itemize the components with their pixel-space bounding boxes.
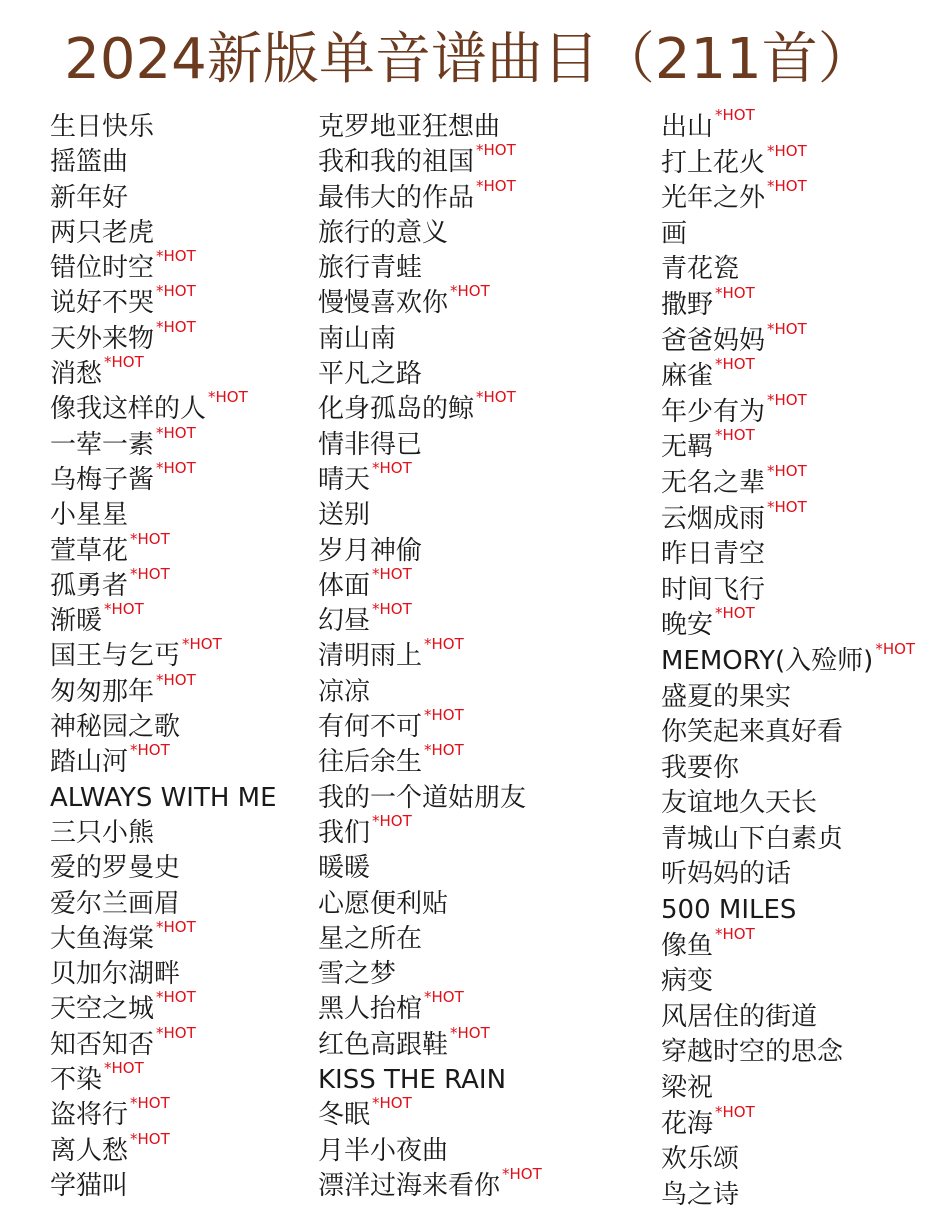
song-title: 萱草花: [50, 535, 129, 566]
song-title: 情非得已: [318, 429, 423, 460]
song-item: [50, 1059, 277, 1098]
song-title: 我的一个道姑朋友: [318, 782, 527, 813]
song-title: 三只小熊: [50, 817, 155, 848]
song-item: [661, 1071, 915, 1107]
song-title: 不染: [50, 1065, 103, 1096]
song-item: [50, 1023, 277, 1063]
hot-badge: *HOT: [156, 282, 196, 301]
song-item: [50, 216, 277, 251]
song-item: [661, 573, 915, 609]
song-title: 幻昼: [318, 606, 371, 637]
song-title: 乌梅子酱: [50, 464, 155, 495]
song-item: [318, 357, 542, 392]
hot-badge: *HOT: [372, 564, 412, 583]
hot-badge: *HOT: [130, 1129, 170, 1148]
song-item: [50, 282, 277, 321]
song-item: [318, 741, 542, 780]
hot-badge: *HOT: [476, 141, 516, 160]
song-title: 星之所在: [318, 923, 423, 954]
song-item: [661, 177, 915, 217]
song-title: 知否知否: [50, 1029, 155, 1060]
song-item: [318, 1063, 542, 1098]
song-title: 500 MILES: [661, 895, 797, 926]
song-item: [661, 964, 915, 1000]
song-list-column-1: [50, 110, 277, 1204]
song-item: [50, 458, 277, 498]
song-title: 大鱼海棠: [50, 923, 155, 954]
song-item: [50, 816, 277, 851]
song-item: [318, 851, 542, 886]
song-item: [50, 423, 277, 463]
hot-badge: *HOT: [104, 600, 144, 619]
song-item: [50, 110, 277, 145]
song-title: 我和我的祖国: [318, 147, 475, 178]
song-item: [318, 498, 542, 533]
hot-badge: *HOT: [130, 529, 170, 548]
song-item: [661, 1035, 915, 1071]
hot-badge: *HOT: [715, 924, 755, 943]
song-item: [318, 251, 542, 286]
song-title: 岁月神偷: [318, 535, 423, 566]
song-item: [661, 319, 915, 360]
song-title: 清明雨上: [318, 641, 423, 672]
hot-badge: *HOT: [372, 600, 412, 619]
song-title: 听妈妈的话: [661, 859, 792, 890]
hot-badge: *HOT: [767, 390, 807, 409]
song-item: [661, 497, 915, 538]
hot-badge: *HOT: [182, 635, 222, 654]
song-title: 学猫叫: [50, 1170, 129, 1201]
hot-badge: *HOT: [767, 177, 807, 196]
hot-badge: *HOT: [424, 741, 464, 760]
hot-badge: *HOT: [476, 388, 516, 407]
song-item: [661, 106, 915, 146]
hot-badge: *HOT: [767, 319, 807, 338]
song-item: [318, 706, 542, 745]
song-item: [50, 564, 277, 604]
hot-badge: *HOT: [450, 1023, 490, 1042]
song-item: [50, 741, 277, 780]
hot-badge: *HOT: [715, 355, 755, 374]
song-title: 天空之城: [50, 994, 155, 1025]
song-title: 匆匆那年: [50, 676, 155, 707]
song-item: [50, 498, 277, 533]
song-title: 神秘园之歌: [50, 712, 181, 743]
song-title: 无名之辈: [661, 467, 766, 498]
hot-badge: *HOT: [156, 247, 196, 266]
hot-badge: *HOT: [767, 497, 807, 516]
song-item: [318, 922, 542, 957]
song-title: 一荤一素: [50, 429, 155, 460]
song-item: [318, 564, 542, 604]
song-title: 病变: [661, 966, 714, 997]
song-title: 画: [661, 218, 688, 249]
song-item: [661, 680, 915, 716]
song-title: 无羁: [661, 432, 714, 463]
hot-badge: *HOT: [208, 388, 248, 407]
song-title: 化身孤岛的鲸: [318, 394, 475, 425]
song-item: [661, 1102, 915, 1143]
hot-badge: *HOT: [156, 458, 196, 477]
song-title: 鸟之诗: [661, 1179, 740, 1210]
song-title: 我要你: [661, 752, 740, 783]
song-title: KISS THE RAIN: [318, 1065, 507, 1096]
song-title: 冬眠: [318, 1100, 371, 1131]
song-title: 旅行青蛙: [318, 253, 423, 284]
hot-badge: *HOT: [372, 1094, 412, 1113]
hot-badge: *HOT: [130, 741, 170, 760]
hot-badge: *HOT: [715, 1102, 755, 1121]
song-title: 两只老虎: [50, 217, 155, 248]
song-title: 盗将行: [50, 1100, 129, 1131]
hot-badge: *HOT: [156, 1023, 196, 1042]
song-title: 像鱼: [661, 930, 714, 961]
song-item: [661, 786, 915, 822]
song-title: 青城山下白素贞: [661, 823, 844, 854]
song-item: [318, 388, 542, 427]
song-title: 最伟大的作品: [318, 182, 475, 213]
song-title: 时间飞行: [661, 574, 766, 605]
song-title: 说好不哭: [50, 288, 155, 319]
song-title: 青花瓷: [661, 254, 740, 285]
song-item: [318, 176, 542, 216]
song-title: 爸爸妈妈: [661, 325, 766, 356]
hot-badge: *HOT: [715, 283, 755, 302]
song-item: [318, 887, 542, 922]
song-item: [50, 917, 277, 957]
song-title: 云烟成雨: [661, 503, 766, 534]
song-title: 错位时空: [50, 253, 155, 284]
page-title: 2024新版单音谱曲目（211首）: [64, 27, 874, 92]
song-item: [318, 282, 542, 321]
hot-badge: *HOT: [424, 988, 464, 1007]
song-item: [661, 390, 915, 431]
hot-badge: *HOT: [372, 811, 412, 830]
song-item: [50, 181, 277, 216]
song-title: 晴天: [318, 464, 371, 495]
song-title: 友谊地久天长: [661, 788, 818, 819]
song-title: 你笑起来真好看: [661, 717, 844, 748]
hot-badge: *HOT: [502, 1164, 542, 1183]
song-title: 心愿便利贴: [318, 888, 449, 919]
song-title: 晚安: [661, 610, 714, 641]
hot-badge: *HOT: [156, 670, 196, 689]
song-title: 打上花火: [661, 147, 766, 178]
song-title: 暖暖: [318, 853, 371, 884]
song-list-column-2: [318, 110, 542, 1204]
song-item: [318, 110, 542, 145]
song-title: 克罗地亚狂想曲: [318, 112, 501, 142]
song-item: [661, 715, 915, 751]
song-item: [50, 635, 277, 674]
song-title: 出山: [661, 112, 714, 142]
song-item: [50, 710, 277, 745]
song-item: [50, 145, 277, 180]
song-item: [50, 317, 277, 357]
song-title: 我们: [318, 817, 371, 848]
hot-badge: *HOT: [130, 1094, 170, 1113]
song-item: [50, 957, 277, 992]
song-item: [318, 141, 542, 180]
song-title: 体面: [318, 570, 371, 601]
song-item: [661, 217, 915, 253]
song-title: 盛夏的果实: [661, 681, 792, 712]
song-item: [50, 388, 277, 427]
hot-badge: *HOT: [156, 423, 196, 442]
hot-badge: *HOT: [424, 635, 464, 654]
song-item: [50, 1094, 277, 1133]
song-item: [50, 529, 277, 569]
song-title: 光年之外: [661, 183, 766, 214]
hot-badge: *HOT: [156, 317, 196, 336]
song-item: [661, 604, 915, 644]
hot-badge: *HOT: [476, 176, 516, 195]
song-title: 慢慢喜欢你: [318, 288, 449, 319]
song-item: [661, 639, 916, 680]
song-item: [661, 1000, 915, 1036]
song-item: [318, 428, 542, 463]
song-title: 年少有为: [661, 396, 766, 427]
song-title: 漂洋过海来看你: [318, 1170, 501, 1201]
song-item: [318, 1164, 542, 1204]
song-item: [318, 1023, 542, 1063]
song-title: 国王与乞丐: [50, 641, 181, 672]
song-title: 天外来物: [50, 323, 155, 354]
song-title: ALWAYS WITH ME: [50, 782, 277, 813]
song-title: 撒野: [661, 289, 714, 320]
song-item: [318, 988, 542, 1027]
song-list-column-3: [661, 106, 916, 1213]
song-item: [318, 781, 542, 816]
hot-badge: *HOT: [767, 141, 807, 160]
song-item: [50, 353, 277, 392]
song-item: [50, 887, 277, 922]
song-item: [661, 461, 915, 502]
song-title: 消愁: [50, 359, 103, 390]
hot-badge: *HOT: [156, 988, 196, 1007]
song-item: [50, 670, 277, 710]
song-item: [318, 635, 542, 674]
song-title: 旅行的意义: [318, 217, 449, 248]
song-item: [318, 458, 542, 498]
song-title: 小星星: [50, 500, 129, 531]
song-title: 南山南: [318, 323, 397, 354]
song-title: 欢乐颂: [661, 1144, 740, 1175]
song-title: 渐暖: [50, 606, 103, 637]
song-title: 踏山河: [50, 747, 129, 778]
song-item: [50, 247, 277, 286]
song-title: 离人愁: [50, 1135, 129, 1166]
song-item: [318, 811, 542, 851]
song-item: [661, 1142, 915, 1178]
hot-badge: *HOT: [715, 106, 755, 124]
song-item: [50, 600, 277, 639]
song-title: 往后余生: [318, 747, 423, 778]
song-title: 摇篮曲: [50, 147, 129, 178]
song-item: [318, 322, 542, 357]
song-item: [318, 1094, 542, 1133]
hot-badge: *HOT: [424, 706, 464, 725]
song-title: 昨日青空: [661, 539, 766, 570]
song-item: [661, 893, 915, 929]
song-item: [661, 1178, 915, 1213]
song-item: [661, 141, 915, 182]
hot-badge: *HOT: [767, 461, 807, 480]
song-title: 月半小夜曲: [318, 1135, 449, 1166]
song-title: 送别: [318, 500, 371, 531]
song-title: 像我这样的人: [50, 394, 207, 425]
song-item: [661, 537, 915, 573]
song-title: 麻雀: [661, 361, 714, 392]
song-item: [50, 1169, 277, 1204]
song-title: 雪之梦: [318, 959, 397, 990]
song-item: [50, 988, 277, 1027]
song-title: MEMORY(入殓师): [661, 645, 874, 676]
song-title: 黑人抬棺: [318, 994, 423, 1025]
song-title: 平凡之路: [318, 359, 423, 390]
song-title: 花海: [661, 1108, 714, 1139]
song-title: 红色高跟鞋: [318, 1029, 449, 1060]
hot-badge: *HOT: [104, 1059, 144, 1078]
song-item: [661, 924, 915, 965]
song-title: 爱尔兰画眉: [50, 888, 181, 919]
song-title: 有何不可: [318, 712, 423, 743]
song-item: [318, 534, 542, 569]
song-item: [50, 781, 277, 816]
song-item: [661, 822, 915, 858]
hot-badge: *HOT: [156, 917, 196, 936]
hot-badge: *HOT: [715, 604, 755, 623]
song-title: 穿越时空的思念: [661, 1037, 844, 1068]
song-item: [318, 600, 542, 639]
hot-badge: *HOT: [104, 353, 144, 372]
hot-badge: *HOT: [130, 564, 170, 583]
song-item: [318, 675, 542, 710]
song-title: 新年好: [50, 182, 129, 213]
song-item: [661, 252, 915, 288]
song-title: 贝加尔湖畔: [50, 959, 181, 990]
hot-badge: *HOT: [372, 458, 412, 477]
song-item: [661, 857, 915, 893]
song-title: 风居住的街道: [661, 1001, 818, 1032]
song-item: [50, 851, 277, 886]
song-title: 梁祝: [661, 1073, 714, 1104]
song-item: [318, 216, 542, 251]
song-item: [318, 1134, 542, 1169]
hot-badge: *HOT: [875, 639, 916, 658]
song-title: 生日快乐: [50, 112, 155, 142]
song-item: [661, 426, 915, 466]
hot-badge: *HOT: [715, 426, 755, 445]
song-item: [50, 1129, 277, 1169]
hot-badge: *HOT: [450, 282, 490, 301]
song-title: 凉凉: [318, 676, 371, 707]
song-item: [661, 355, 915, 395]
song-item: [661, 283, 915, 324]
song-item: [661, 751, 915, 787]
song-title: 孤勇者: [50, 570, 129, 601]
song-item: [318, 957, 542, 992]
song-title: 爱的罗曼史: [50, 853, 181, 884]
